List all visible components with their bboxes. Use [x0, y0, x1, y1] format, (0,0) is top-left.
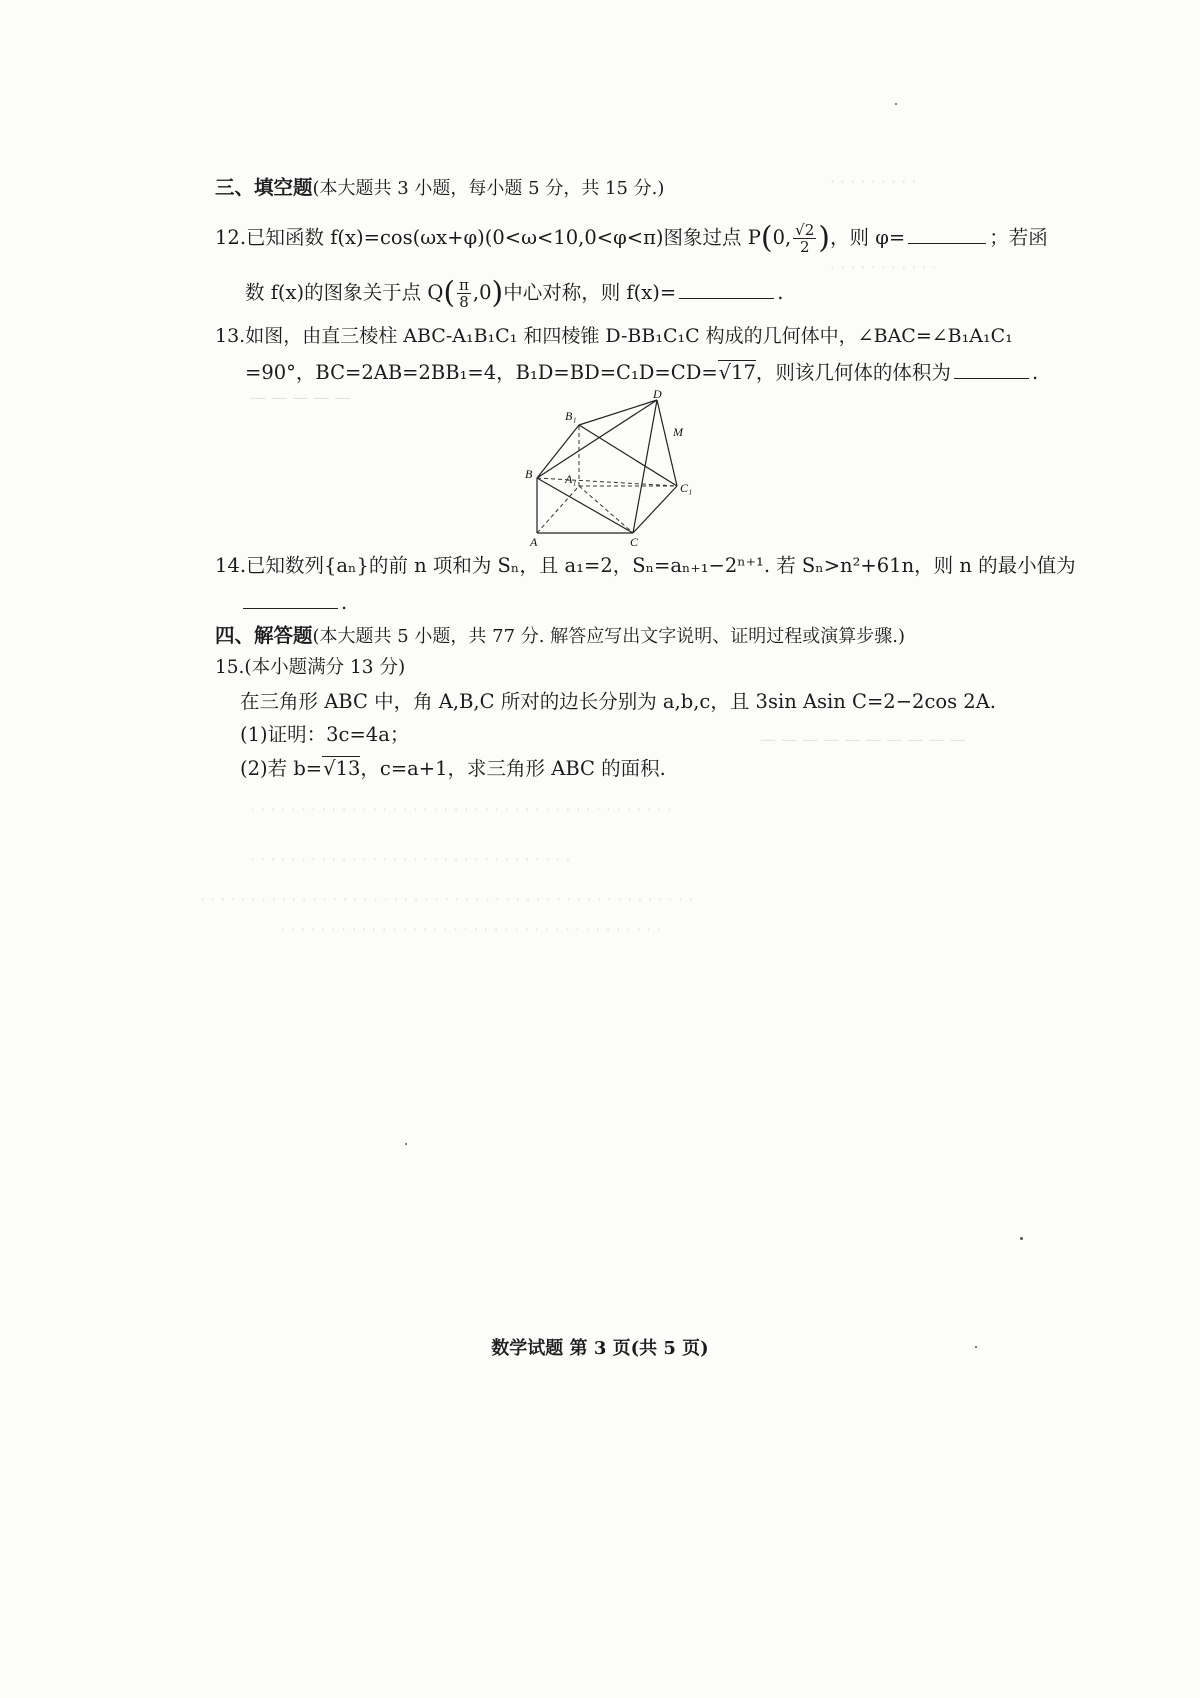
question-15-part2-text: (2)若 b= [240, 757, 323, 780]
section-4-title: 四、解答题 [215, 624, 313, 647]
question-15-stem [240, 689, 996, 715]
answer-blank-n[interactable] [243, 588, 338, 609]
answer-blank-fx[interactable] [679, 278, 774, 299]
label-c1: C₁ [680, 481, 693, 495]
question-13-text-b: =90°，BC=2AB=2BB₁=4，B₁D=BD=C₁D=CD= [245, 361, 718, 384]
question-12-line2-text-b: 中心对称，则 f(x)= [503, 281, 677, 304]
question-13-number: 13. [215, 325, 246, 347]
question-13-line-1 [215, 323, 1013, 349]
question-15-score: (本小题满分 13 分) [244, 657, 406, 678]
sqrt-13: √13 [323, 757, 361, 780]
point-p-prefix: 0, [772, 226, 792, 249]
hidden-edge-aa1 [537, 486, 579, 533]
paren: ( [760, 220, 773, 256]
fraction-numerator: √2 [795, 221, 815, 239]
edge-cd [633, 400, 657, 533]
edge-bc [537, 478, 633, 533]
page-footer: 数学试题 第 3 页(共 5 页) [491, 1338, 709, 1359]
question-15-part-1 [240, 722, 409, 748]
section-3-title: 三、填空题 [215, 176, 313, 199]
bleed-through-text: · · · · · · · · · [830, 172, 917, 191]
fraction-sqrt2-over-2 [793, 222, 816, 255]
question-12-number: 12. [215, 226, 247, 249]
bleed-through-text: · · · · · · · · · · · · · · · · · · · · · · · · · · · · · · · · · · · · · · [280, 920, 662, 939]
question-15-part-2 [240, 756, 666, 782]
question-14-line-1 [215, 553, 1076, 579]
paren: ) [491, 275, 504, 311]
bleed-through-text: · · · · · · · · · · · · · · · · · · · · · · · · · · · · · · · · · · · · · · · · · · [250, 800, 673, 819]
label-d: D [653, 388, 662, 401]
sqrt-17: √17 [718, 361, 756, 384]
edge-bd [537, 400, 657, 478]
answer-blank-volume[interactable] [954, 358, 1029, 379]
question-14-text: 已知数列{aₙ}的前 n 项和为 Sₙ，且 a₁=2，Sₙ=aₙ₊₁−2ⁿ⁺¹. 若 Sₙ>n²+61n，则 n 的最小值为 [246, 554, 1076, 577]
fraction-denominator: 2 [799, 238, 810, 256]
period: . [341, 591, 348, 614]
bleed-through-text: · · · · · · · · · · · [830, 258, 937, 277]
question-15-part1-text: (1)证明：3c=4a； [240, 723, 410, 746]
question-14-line-2 [240, 588, 347, 616]
question-12-line2-text: 数 f(x)的图象关于点 Q [245, 281, 444, 304]
period: . [777, 281, 784, 304]
label-b1: B₁ [565, 409, 577, 423]
hidden-edge-bc1 [537, 478, 677, 486]
label-c: C [630, 535, 639, 548]
scan-speck [1020, 1237, 1023, 1240]
fraction-pi-over-8 [457, 277, 471, 310]
question-13-line-2 [245, 358, 1038, 386]
question-12-text: 已知函数 f(x)=cos(ωx+φ)(0<ω<10,0<φ<π)图象过点 P [246, 226, 761, 249]
question-12-line-1 [215, 222, 1048, 255]
edge-c1d [657, 400, 677, 486]
scan-speck [895, 103, 897, 105]
question-12-text-b: ，则 φ= [830, 226, 906, 249]
question-15-header [215, 655, 405, 681]
question-15-number: 15. [215, 657, 245, 678]
answer-blank-phi[interactable] [908, 223, 986, 244]
paren: ) [818, 220, 830, 256]
bleed-through-text: · · · · · · · · · · · · · · · · · · · · · · · · · · · · · · · · [250, 850, 571, 869]
fraction-numerator: π [459, 276, 469, 294]
question-12-line-2 [245, 277, 783, 310]
question-13-text-c: ，则该几何体的体积为 [755, 361, 951, 384]
edge-b1c1 [579, 425, 677, 486]
label-m: M [673, 425, 683, 439]
bleed-through-text: · · · · · · · · · · · · · · · · · · · · · · · · · · · · · · · · · · · · · · · · · · · · · · · · · [200, 890, 694, 909]
label-a: A [530, 535, 538, 548]
point-q-suffix: ,0 [472, 281, 492, 304]
question-15-part2-text-b: ，c=a+1，求三角形 ABC 的面积. [360, 757, 666, 780]
section-3-note: (本大题共 3 小题，每小题 5 分，共 15 分.) [312, 178, 665, 199]
question-13-text: 如图，由直三棱柱 ABC-A₁B₁C₁ 和四棱锥 D-BB₁C₁C 构成的几何体中，∠BAC=∠B₁A₁C₁ [245, 325, 1013, 347]
label-a1: A₁ [565, 472, 577, 486]
fraction-denominator: 8 [459, 293, 469, 311]
edge-b1d [579, 400, 657, 425]
period: . [1031, 361, 1039, 384]
section-4-heading [215, 623, 905, 650]
bleed-through-text: — — — — — [250, 388, 351, 407]
section-4-note: (本大题共 5 小题，共 77 分. 解答应写出文字说明、证明过程或演算步骤.) [312, 626, 905, 647]
label-b: B [525, 467, 533, 481]
paren: ( [443, 275, 456, 311]
edge-bb1 [537, 425, 579, 478]
question-15-text: 在三角形 ABC 中，角 A,B,C 所对的边长分别为 a,b,c，且 3sin Asin C=2−2cos 2A. [240, 690, 996, 713]
hidden-edge-a1c [579, 486, 633, 533]
scan-speck [405, 1143, 407, 1145]
bleed-through-text: — — — — — — — — — — [760, 730, 966, 749]
question-12-text-c: ；若函 [989, 226, 1048, 249]
geometry-figure [525, 388, 725, 548]
question-14-number: 14. [215, 554, 247, 577]
section-3-heading [215, 175, 664, 202]
